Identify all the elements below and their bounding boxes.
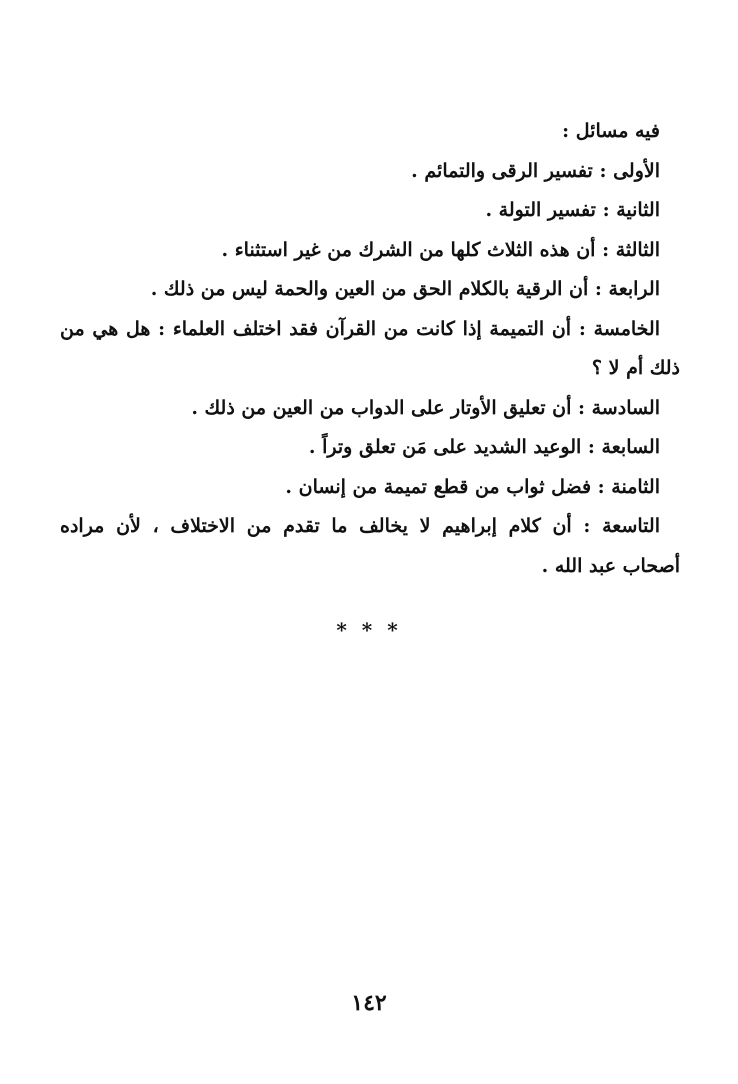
issue-line-5-continued: ذلك أم لا ؟ [591, 357, 680, 379]
issue-line-1: الأولى : تفسير الرقى والتمائم . [411, 159, 660, 182]
page-number: ١٤٢ [351, 990, 387, 1016]
issue-line-5: الخامسة : أن التميمة إذا كانت من القرآن فقد اختلف العلماء : هل هي من [60, 317, 660, 340]
issue-line-3: الثالثة : أن هذه الثلاث كلها من الشرك من غير استثناء . [221, 238, 660, 261]
issue-line-8: الثامنة : فضل ثواب من قطع تميمة من إنسان . [285, 475, 660, 498]
issue-line-9-continued: أصحاب عبد الله . [541, 554, 680, 577]
issue-line-4: الرابعة : أن الرقية بالكلام الحق من العين والحمة ليس من ذلك . [150, 278, 660, 300]
issue-line-2: الثانية : تفسير التولة . [485, 199, 660, 221]
issue-line-9: التاسعة : أن كلام إبراهيم لا يخالف ما تقدم من الاختلاف ، لأن مراده [60, 515, 660, 537]
issues-heading: فيه مسائل : [562, 120, 660, 142]
issues-list [60, 112, 680, 586]
issue-line-7: السابعة : الوعيد الشديد على مَن تعلق وتراً . [308, 436, 660, 458]
issue-line-6: السادسة : أن تعليق الأوتار على الدواب من العين من ذلك . [191, 396, 660, 419]
section-separator: * * * [336, 618, 402, 642]
